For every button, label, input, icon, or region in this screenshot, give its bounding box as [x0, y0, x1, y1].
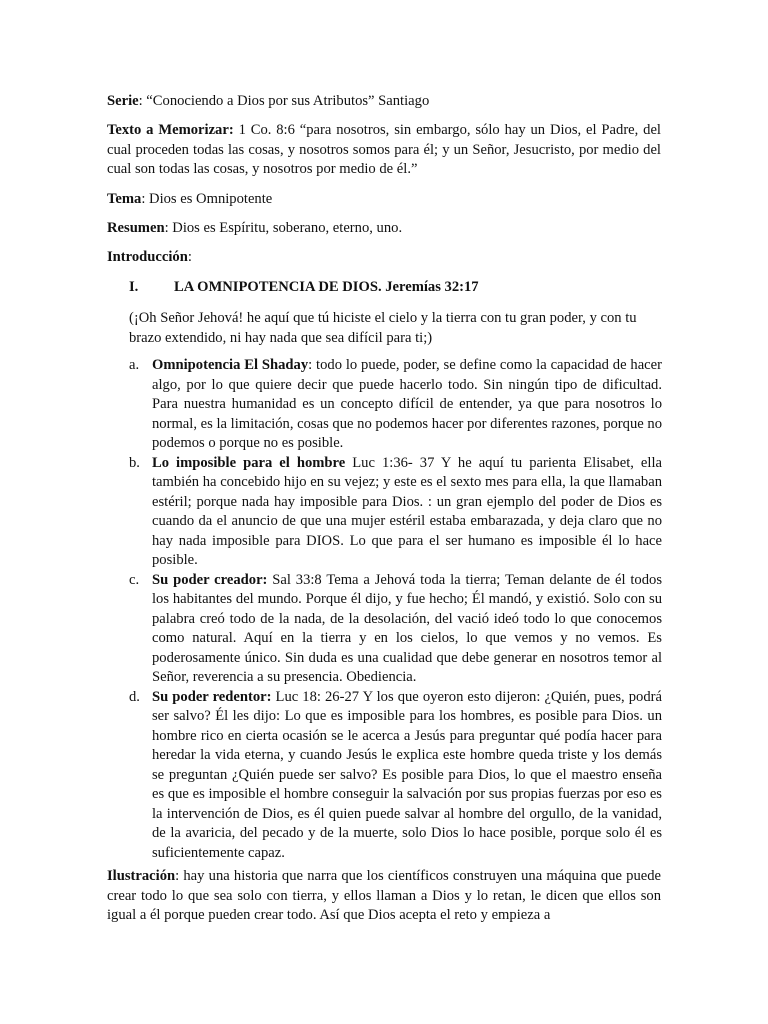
list-item-text: Luc 18: 26-27 Y los que oyeron esto dijeron: ¿Quién, pues, podrá ser salvo? Él les dijo: Lo que es imposible para los hombres, es posible para Dios. un hombre rico en cierta ocasión se le acerca a Jesús para preguntar qué podía hacer para heredar la vida eterna, y cuando Jesús le explica este hombre queda triste y los demás se preguntan ¿Quién puede ser salvo? Es posible para Dios, lo que el maestro enseña es que es imposible el hombre conseguir la salvación por sus propias fuerzas por eso es la intervención de Dios, es él quien puede salvar al hombre del orgullo, de la vanidad, de la avaricia, del pecado y de la muerte, solo Dios lo hace posible, porque solo él es suficientemente capaz. [152, 688, 662, 861]
scripture-quote: (¡Oh Señor Jehová! he aquí que tú hiciste el cielo y la tierra con tu gran poder, y con tu brazo extendido, ni hay nada que sea difícil para ti;) [129, 310, 637, 346]
attributes-list [129, 356, 662, 863]
serie-line [107, 92, 661, 112]
ilustracion-label: Ilustración [107, 868, 176, 884]
introduccion-line [107, 248, 661, 268]
list-item-text: Luc 1:36- 37 Y he aquí tu parienta Elisabet, ella también ha concebido hijo en su vejez; y este es el sexto mes para ella, la que llamaban estéril; porque nada hay imposible para Dios. : un gran ejemplo del poder de Dios es cuando da el anuncio de que una mujer estéril estaba embarazada, y deja claro que no hay nada imposible para DIOS. Lo que para el ser humano es imposible él lo hace posible. [152, 454, 662, 568]
resumen-text: : Dios es Espíritu, soberano, eterno, uno. [164, 220, 403, 236]
texto-memorizar-paragraph [107, 121, 661, 180]
list-item [129, 571, 662, 688]
list-item-letter: a. [129, 357, 140, 373]
list-item-letter: c. [129, 571, 140, 588]
list-item-title: Lo imposible para el hombre [152, 454, 346, 471]
tema-text: : Dios es Omnipotente [141, 191, 273, 207]
list-item-letter: d. [129, 688, 140, 705]
ilustracion-paragraph [107, 867, 661, 926]
list-item [129, 688, 662, 864]
tema-line [107, 190, 661, 210]
list-item-title: Su poder creador: [152, 571, 268, 588]
resumen-line [107, 219, 661, 239]
introduccion-label: Introducción [107, 249, 188, 265]
tema-label: Tema [107, 191, 142, 207]
section-title: LA OMNIPOTENCIA DE DIOS. Jeremías 32:17 [174, 279, 479, 295]
introduccion-text: : [187, 249, 192, 265]
list-item-title: Omnipotencia El Shaday [152, 357, 309, 373]
serie-label: Serie [107, 93, 139, 109]
list-item-title: Su poder redentor: [152, 688, 272, 705]
list-item-text: Sal 33:8 Tema a Jehová toda la tierra; Teman delante de él todos los habitantes del mundo. Porque él dijo, y fue hecho; Él mandó, y existió. Solo con su palabra creó todo de la nada, de la desolación, del vació ideó todo lo que conocemos como natural. Aquí en la tierra y en los cielos, lo que vemos y no vemos. Es poderosamente único. Sin duda es una cualidad que debe generar en nosotros temor al Señor, reverencia a su presencia. Obediencia. [152, 571, 662, 685]
ilustracion-text: : hay una historia que narra que los científicos construyen una máquina que puede crear todo lo que sea solo con tierra, y ellos llaman a Dios y lo retan, le dicen que ellos son igual a él porque pueden crear todo. Así que Dios acepta el reto y empieza a [107, 868, 661, 923]
serie-text: : “Conociendo a Dios por sus Atributos” Santiago [138, 93, 430, 109]
list-item-letter: b. [129, 454, 140, 471]
texto-memorizar-text: 1 Co. 8:6 “para nosotros, sin embargo, sólo hay un Dios, el Padre, del cual proceden todas las cosas, y nosotros somos para él; y un Señor, Jesucristo, por medio del cual son todas las cosas, y nosotros por medio de él.” [107, 122, 661, 177]
list-item [129, 454, 662, 571]
resumen-label: Resumen [107, 220, 165, 236]
texto-memorizar-label: Texto a Memorizar: [107, 122, 234, 138]
section-number: I. [129, 279, 139, 295]
list-item [129, 356, 662, 454]
list-item-text: : todo lo puede, poder, se define como la capacidad de hacer algo, por lo que quiere decir que puede hacerlo todo. Sin ningún tipo de dificultad. Para nuestra humanidad es un concepto difícil de entender, ya que para nosotros lo normal, es la limitación, cosas que no podemos hacer por diferentes razones, porque no podemos o porque no es posible. [152, 357, 662, 451]
section-heading [129, 278, 669, 298]
